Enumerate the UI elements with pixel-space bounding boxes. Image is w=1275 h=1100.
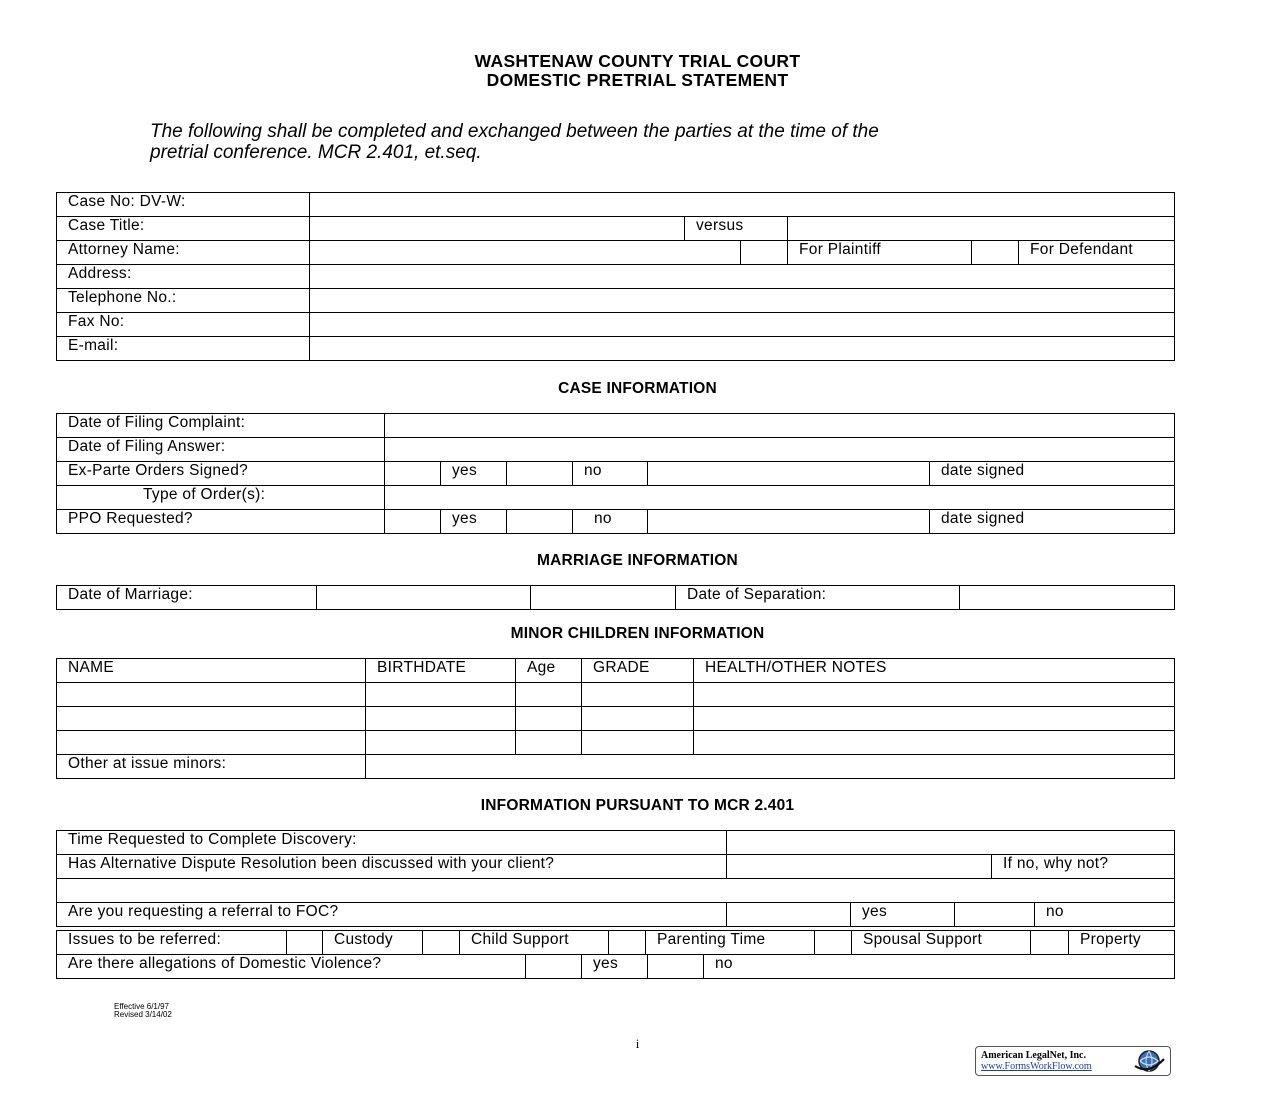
intro-line1: The following shall be completed and exchanged between the parties at the time of the bbox=[150, 121, 879, 142]
ppo-date-signed-label: date signed bbox=[930, 510, 1175, 534]
child-grade-field[interactable] bbox=[582, 683, 694, 707]
if-no-why-label: If no, why not? bbox=[992, 855, 1175, 879]
column-header-health-notes: HEALTH/OTHER NOTES bbox=[694, 659, 1175, 683]
ex-parte-date-field[interactable] bbox=[648, 462, 930, 486]
ex-parte-label: Ex-Parte Orders Signed? bbox=[57, 462, 385, 486]
child-row bbox=[57, 731, 1175, 755]
for-defendant-checkbox[interactable] bbox=[972, 241, 1019, 265]
dv-table bbox=[56, 954, 1175, 979]
revised-date: Revised 3/14/02 bbox=[114, 1010, 172, 1019]
intro-line2: pretrial conference. MCR 2.401, et.seq. bbox=[150, 142, 482, 163]
child-grade-field[interactable] bbox=[582, 731, 694, 755]
filing-answer-label: Date of Filing Answer: bbox=[57, 438, 385, 462]
property-label: Property bbox=[1069, 931, 1175, 955]
property-checkbox[interactable] bbox=[1031, 931, 1069, 955]
children-info-heading: MINOR CHILDREN INFORMATION bbox=[510, 625, 765, 642]
ppo-no-label: no bbox=[573, 510, 648, 534]
foc-no-checkbox[interactable] bbox=[955, 903, 1035, 927]
page-number: i bbox=[635, 1036, 640, 1051]
spousal-support-label: Spousal Support bbox=[852, 931, 1031, 955]
foc-referral-label: Are you requesting a referral to FOC? bbox=[57, 903, 727, 927]
mcr-info-table bbox=[56, 830, 1175, 927]
child-support-label: Child Support bbox=[460, 931, 609, 955]
type-of-orders-field[interactable] bbox=[385, 486, 1175, 510]
filing-answer-field[interactable] bbox=[385, 438, 1175, 462]
publisher-logo[interactable] bbox=[975, 1046, 1171, 1076]
ppo-label: PPO Requested? bbox=[57, 510, 385, 534]
custody-label: Custody bbox=[323, 931, 423, 955]
child-birthdate-field[interactable] bbox=[366, 707, 516, 731]
child-name-field[interactable] bbox=[57, 731, 366, 755]
case-info-heading: CASE INFORMATION bbox=[558, 380, 717, 397]
child-age-field[interactable] bbox=[516, 731, 582, 755]
marriage-spacer-field[interactable] bbox=[531, 586, 676, 610]
dv-label: Are there allegations of Domestic Violence? bbox=[57, 955, 526, 979]
spousal-support-checkbox[interactable] bbox=[815, 931, 852, 955]
ppo-yes-label: yes bbox=[441, 510, 507, 534]
marriage-info-heading: MARRIAGE INFORMATION bbox=[537, 552, 738, 569]
date-of-separation-field[interactable] bbox=[960, 586, 1175, 610]
ppo-date-field[interactable] bbox=[648, 510, 930, 534]
email-field[interactable] bbox=[310, 337, 1175, 361]
child-notes-field[interactable] bbox=[694, 707, 1175, 731]
ex-parte-no-checkbox[interactable] bbox=[507, 462, 573, 486]
email-label: E-mail: bbox=[57, 337, 310, 361]
adr-reason-field[interactable] bbox=[57, 879, 1175, 903]
child-support-checkbox[interactable] bbox=[423, 931, 460, 955]
case-no-field[interactable] bbox=[310, 193, 1175, 217]
publisher-link[interactable]: www.FormsWorkFlow.com bbox=[981, 1061, 1092, 1072]
children-info-table bbox=[56, 658, 1175, 779]
attorney-name-label: Attorney Name: bbox=[57, 241, 310, 265]
versus-label: versus bbox=[685, 217, 788, 241]
publisher-name: American LegalNet, Inc. bbox=[981, 1050, 1086, 1061]
mcr-info-heading: INFORMATION PURSUANT TO MCR 2.401 bbox=[480, 797, 795, 814]
dv-no-label: no bbox=[704, 955, 1175, 979]
date-of-marriage-label: Date of Marriage: bbox=[57, 586, 317, 610]
child-name-field[interactable] bbox=[57, 707, 366, 731]
case-no-label: Case No: DV-W: bbox=[57, 193, 310, 217]
child-notes-field[interactable] bbox=[694, 731, 1175, 755]
child-notes-field[interactable] bbox=[694, 683, 1175, 707]
column-header-grade: GRADE bbox=[582, 659, 694, 683]
date-of-marriage-field[interactable] bbox=[317, 586, 531, 610]
ppo-yes-checkbox[interactable] bbox=[385, 510, 441, 534]
foc-no-label: no bbox=[1035, 903, 1175, 927]
ex-parte-yes-label: yes bbox=[441, 462, 507, 486]
parenting-time-label: Parenting Time bbox=[646, 931, 815, 955]
column-header-birthdate: BIRTHDATE bbox=[366, 659, 516, 683]
case-block-table bbox=[56, 192, 1175, 361]
effective-date: Effective 6/1/97 bbox=[114, 1002, 169, 1011]
plaintiff-name-field[interactable] bbox=[310, 217, 685, 241]
issues-table bbox=[56, 930, 1175, 955]
issues-label: Issues to be referred: bbox=[57, 931, 287, 955]
adr-field[interactable] bbox=[727, 855, 992, 879]
child-row bbox=[57, 707, 1175, 731]
child-age-field[interactable] bbox=[516, 707, 582, 731]
form-title-line1: WASHTENAW COUNTY TRIAL COURT bbox=[474, 51, 801, 71]
column-header-age: Age bbox=[516, 659, 582, 683]
discovery-label: Time Requested to Complete Discovery: bbox=[57, 831, 727, 855]
adr-label: Has Alternative Dispute Resolution been discussed with your client? bbox=[57, 855, 727, 879]
defendant-name-field[interactable] bbox=[788, 217, 1175, 241]
other-minors-field[interactable] bbox=[366, 755, 1175, 779]
case-info-table bbox=[56, 413, 1175, 534]
filing-complaint-field[interactable] bbox=[385, 414, 1175, 438]
type-of-orders-label: Type of Order(s): bbox=[57, 486, 385, 510]
custody-checkbox[interactable] bbox=[287, 931, 323, 955]
dv-yes-label: yes bbox=[582, 955, 648, 979]
ex-parte-date-signed-label: date signed bbox=[930, 462, 1175, 486]
dv-no-checkbox[interactable] bbox=[648, 955, 704, 979]
child-name-field[interactable] bbox=[57, 683, 366, 707]
filing-complaint-label: Date of Filing Complaint: bbox=[57, 414, 385, 438]
for-plaintiff-checkbox[interactable] bbox=[741, 241, 788, 265]
address-label: Address: bbox=[57, 265, 310, 289]
foc-yes-label: yes bbox=[851, 903, 955, 927]
for-defendant-label: For Defendant bbox=[1019, 241, 1175, 265]
for-plaintiff-label: For Plaintiff bbox=[788, 241, 972, 265]
telephone-field[interactable] bbox=[310, 289, 1175, 313]
discovery-field[interactable] bbox=[727, 831, 1175, 855]
globe-icon bbox=[1131, 1049, 1167, 1073]
fax-field[interactable] bbox=[310, 313, 1175, 337]
attorney-name-field[interactable] bbox=[310, 241, 741, 265]
child-birthdate-field[interactable] bbox=[366, 731, 516, 755]
child-age-field[interactable] bbox=[516, 683, 582, 707]
parenting-time-checkbox[interactable] bbox=[609, 931, 646, 955]
fax-label: Fax No: bbox=[57, 313, 310, 337]
column-header-name: NAME bbox=[57, 659, 366, 683]
address-field[interactable] bbox=[310, 265, 1175, 289]
child-birthdate-field[interactable] bbox=[366, 683, 516, 707]
child-grade-field[interactable] bbox=[582, 707, 694, 731]
case-title-label: Case Title: bbox=[57, 217, 310, 241]
foc-yes-checkbox[interactable] bbox=[727, 903, 851, 927]
ppo-no-checkbox[interactable] bbox=[507, 510, 573, 534]
ex-parte-no-label: no bbox=[573, 462, 648, 486]
dv-yes-checkbox[interactable] bbox=[526, 955, 582, 979]
telephone-label: Telephone No.: bbox=[57, 289, 310, 313]
date-of-separation-label: Date of Separation: bbox=[676, 586, 960, 610]
ex-parte-yes-checkbox[interactable] bbox=[385, 462, 441, 486]
marriage-info-table bbox=[56, 585, 1175, 610]
other-minors-label: Other at issue minors: bbox=[57, 755, 366, 779]
form-title-line2: DOMESTIC PRETRIAL STATEMENT bbox=[486, 70, 789, 90]
child-row bbox=[57, 683, 1175, 707]
